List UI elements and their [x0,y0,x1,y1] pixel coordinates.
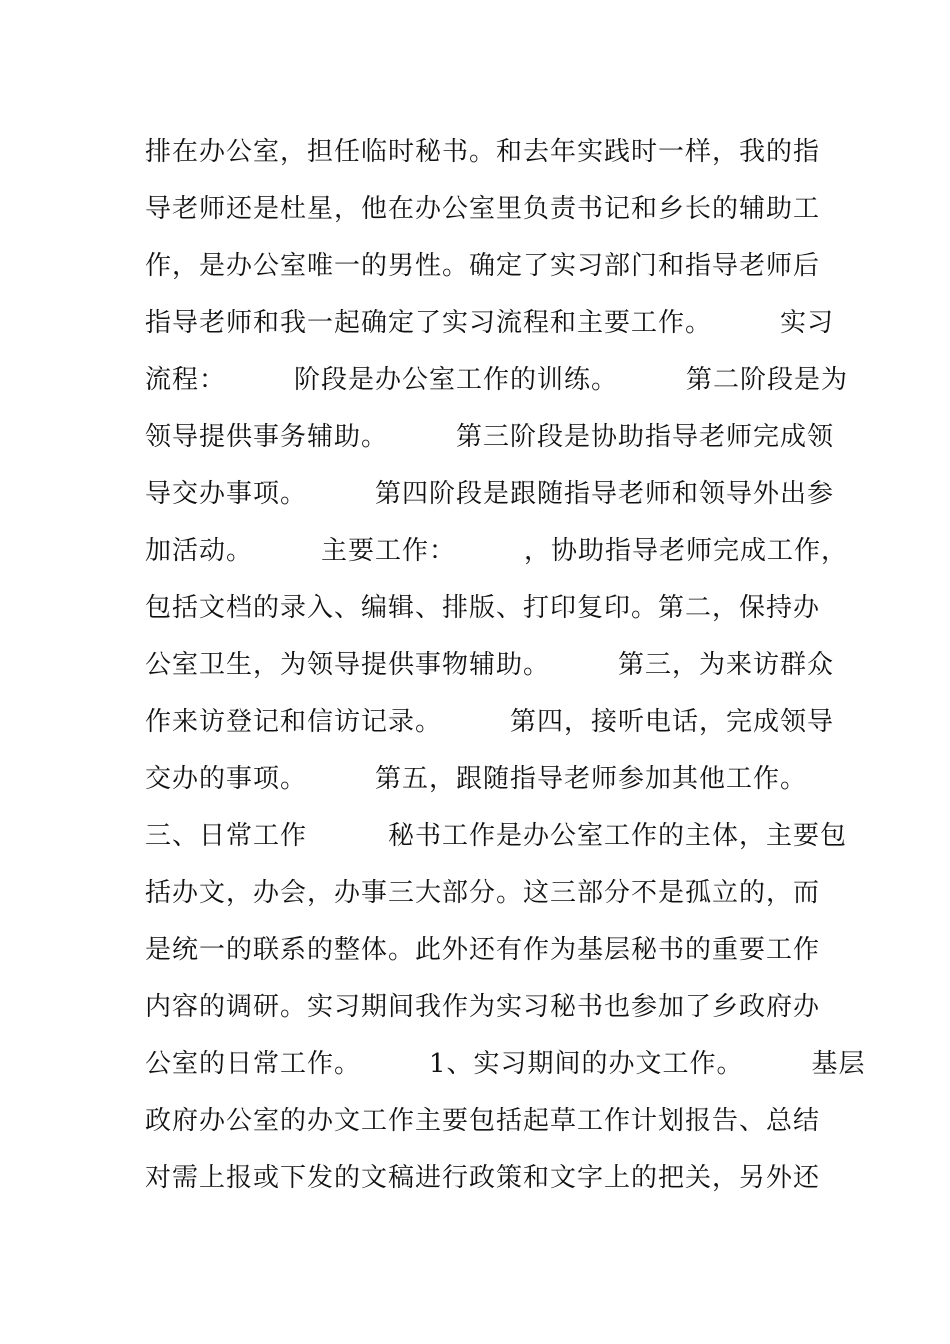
text-line: 公室的日常工作。 1、实习期间的办文工作。 基层 [145,1049,866,1079]
text-line: 加活动。 主要工作： ，协助指导老师完成工作， [145,536,849,566]
text-line: 作，是办公室唯一的男性。确定了实习部门和指导老师后 [145,251,821,281]
text-line: 包括文档的录入、编辑、排版、打印复印。第二，保持办 [145,593,821,623]
text-line: 排在办公室，担任临时秘书。和去年实践时一样，我的指 [145,137,821,167]
text-line: 指导老师和我一起确定了实习流程和主要工作。 实习 [145,308,835,338]
text-line: 交办的事项。 第五，跟随指导老师参加其他工作。 [145,764,808,794]
text-line: 领导提供事务辅助。 第三阶段是协助指导老师完成领 [145,422,835,452]
text-line: 三、日常工作 秘书工作是办公室工作的主体，主要包 [145,821,848,851]
text-line: 是统一的联系的整体。此外还有作为基层秘书的重要工作 [145,935,821,965]
text-line: 作来访登记和信访记录。 第四，接听电话，完成领导 [145,707,835,737]
text-line: 括办文，办会，办事三大部分。这三部分不是孤立的，而 [145,878,821,908]
text-line: 内容的调研。实习期间我作为实习秘书也参加了乡政府办 [145,992,821,1022]
text-line: 流程： 阶段是办公室工作的训练。 第二阶段是为 [145,365,849,395]
text-line: 公室卫生，为领导提供事物辅助。 第三，为来访群众 [145,650,835,680]
body-text [145,124,866,1207]
text-line: 导交办事项。 第四阶段是跟随指导老师和领导外出参 [145,479,835,509]
text-line: 导老师还是杜星，他在办公室里负责书记和乡长的辅助工 [145,194,821,224]
text-line: 政府办公室的办文工作主要包括起草工作计划报告、总结 [145,1106,821,1136]
text-line: 对需上报或下发的文稿进行政策和文字上的把关，另外还 [145,1163,821,1193]
